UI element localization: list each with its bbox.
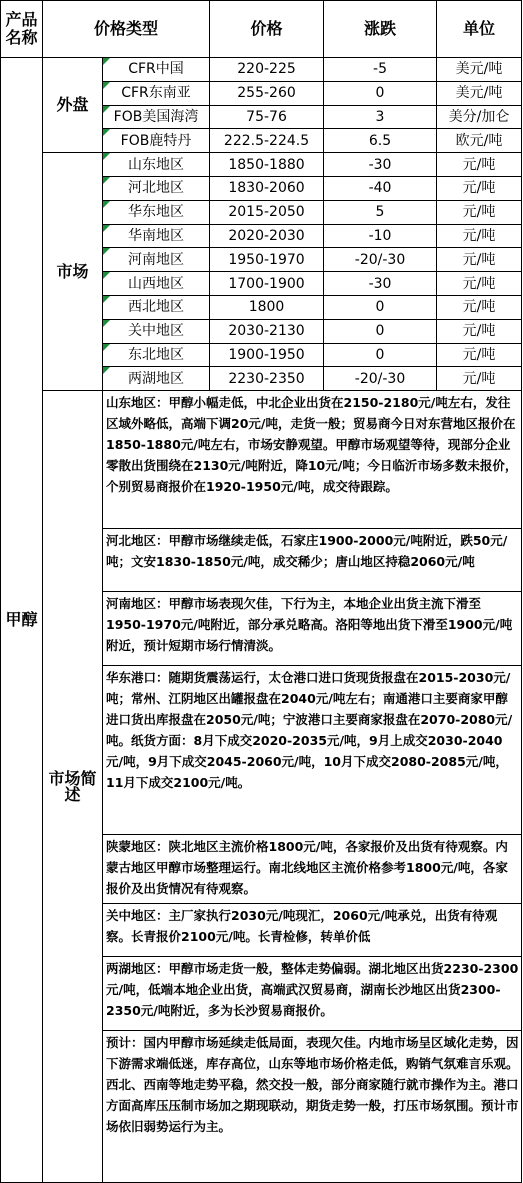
change-cell: -30 [324,153,437,177]
change-cell: -5 [324,58,437,82]
header-price-type: 价格类型 [43,1,210,58]
unit-cell: 美分/加仑 [437,105,522,129]
unit-cell: 元/吨 [437,200,522,224]
unit-cell: 元/吨 [437,248,522,272]
change-cell: -20/-30 [324,367,437,391]
change-cell: 6.5 [324,129,437,153]
unit-cell: 美元/吨 [437,58,522,82]
price-cell: 1950-1970 [210,248,324,272]
header-price: 价格 [210,1,324,58]
summary-note: 关中地区：主厂家执行2030元/吨现汇，2060元/吨承兑，出货有待观察。长青报价2100元/吨。长青检修，转单价低 [103,904,522,957]
change-cell: -20/-30 [324,248,437,272]
summary-label: 市场简述 [43,391,103,1183]
unit-cell: 元/吨 [437,176,522,200]
price-cell: 2030-2130 [210,319,324,343]
header-unit: 单位 [437,1,522,58]
unit-cell: 元/吨 [437,224,522,248]
price-cell: 2230-2350 [210,367,324,391]
change-cell: 0 [324,319,437,343]
price-type-cell: FOB鹿特丹 [103,129,210,153]
summary-note: 河南地区：甲醇市场表现欠佳，下行为主，本地企业出货主流下滑至1950-1970元/吨附近，部分承兑略高。洛阳等地出货下滑至1900元/吨附近，预计短期市场行情清淡。 [103,592,522,666]
change-cell: 3 [324,105,437,129]
change-cell: 0 [324,343,437,367]
header-row [1,1,522,58]
change-cell: -40 [324,176,437,200]
summary-note: 华东港口：随期货震荡运行，太仓港口进口货现货报盘在2015-2030元/吨；常州、江阴地区出罐报盘在2040元/吨左右；南通港口主要商家甲醇进口货出库报盘在2050元/吨；宁波港口主要商家报盘在2070-2080元/吨。纸货方面：8月下成交2020-2035元/吨，9月上成交2030-2040元/吨，9月下成交2045-2060元/吨，10月下成交2080-2085元/吨，11月下成交2100元/吨。 [103,666,522,835]
summary-row [1,391,522,529]
price-type-cell: 西北地区 [103,295,210,319]
price-cell: 1700-1900 [210,272,324,296]
price-type-cell: 两湖地区 [103,367,210,391]
price-type-cell: 华南地区 [103,224,210,248]
header-change: 涨跌 [324,1,437,58]
change-cell: -10 [324,224,437,248]
price-type-cell: 东北地区 [103,343,210,367]
price-type-cell: 山西地区 [103,272,210,296]
unit-cell: 元/吨 [437,319,522,343]
table-row [1,153,522,177]
price-cell: 1850-1880 [210,153,324,177]
price-type-cell: 河北地区 [103,176,210,200]
price-type-cell: CFR东南亚 [103,81,210,105]
change-cell: 5 [324,200,437,224]
unit-cell: 欧元/吨 [437,129,522,153]
price-type-cell: CFR中国 [103,58,210,82]
price-type-cell: 关中地区 [103,319,210,343]
change-cell: 0 [324,81,437,105]
price-cell: 2015-2050 [210,200,324,224]
market-label: 市场 [43,153,103,391]
header-product-name: 产品名称 [1,1,43,58]
unit-cell: 元/吨 [437,295,522,319]
price-type-cell: 华东地区 [103,200,210,224]
summary-note: 预计：国内甲醇市场延续走低局面，表现欠佳。内地市场呈区域化走势，因下游需求端低迷，库存高位，山东等地市场价格走低，购销气氛难言乐观。西北、西南等地走势平稳，然交投一般，部分商家随行就市操作为主。港口方面高库压压制市场加之期现联动，期货走势一般，打压市场氛围。预计市场依旧弱势运行为主。 [103,1031,522,1183]
price-type-cell: 河南地区 [103,248,210,272]
product-name-cell: 甲醇 [1,58,43,1183]
price-cell: 75-76 [210,105,324,129]
price-type-cell: FOB美国海湾 [103,105,210,129]
price-cell: 1800 [210,295,324,319]
table-row [1,58,522,82]
summary-note: 陕蒙地区：陕北地区主流价格1800元/吨，各家报价及出货有待观察。内蒙古地区甲醇市场整理运行。南北线地区主流价格参考1800元/吨，各家报价及出货情况有待观察。 [103,835,522,904]
unit-cell: 元/吨 [437,367,522,391]
unit-cell: 元/吨 [437,153,522,177]
unit-cell: 元/吨 [437,343,522,367]
summary-note: 两湖地区：甲醇市场走货一般，整体走势偏弱。湖北地区出货2230-2300元/吨，低端本地企业出货，高端武汉贸易商，湖南长沙地区出货2300-2350元/吨附近，多为长沙贸易商报价。 [103,957,522,1031]
unit-cell: 美元/吨 [437,81,522,105]
price-type-cell: 山东地区 [103,153,210,177]
unit-cell: 元/吨 [437,272,522,296]
overseas-label: 外盘 [43,58,103,153]
change-cell: 0 [324,295,437,319]
summary-note: 河北地区：甲醇市场继续走低，石家庄1900-2000元/吨附近，跌50元/吨；文安1830-1850元/吨，成交稀少；唐山地区持稳2060元/吨 [103,529,522,592]
summary-note: 山东地区：甲醇小幅走低，中北企业出货在2150-2180元/吨左右，发往区域外略低，高端下调20元/吨，走货一般；贸易商今日对东营地区报价在1850-1880元/吨左右，市场安静观望。甲醇市场观望等待，现部分企业零散出货围绕在2130元/吨附近，降10元/吨；今日临沂市场多数未报价，个别贸易商报价在1920-1950元/吨，成交待跟踪。 [103,391,522,529]
price-cell: 255-260 [210,81,324,105]
price-cell: 2020-2030 [210,224,324,248]
price-cell: 1830-2060 [210,176,324,200]
price-cell: 222.5-224.5 [210,129,324,153]
price-cell: 1900-1950 [210,343,324,367]
price-cell: 220-225 [210,58,324,82]
change-cell: -30 [324,272,437,296]
